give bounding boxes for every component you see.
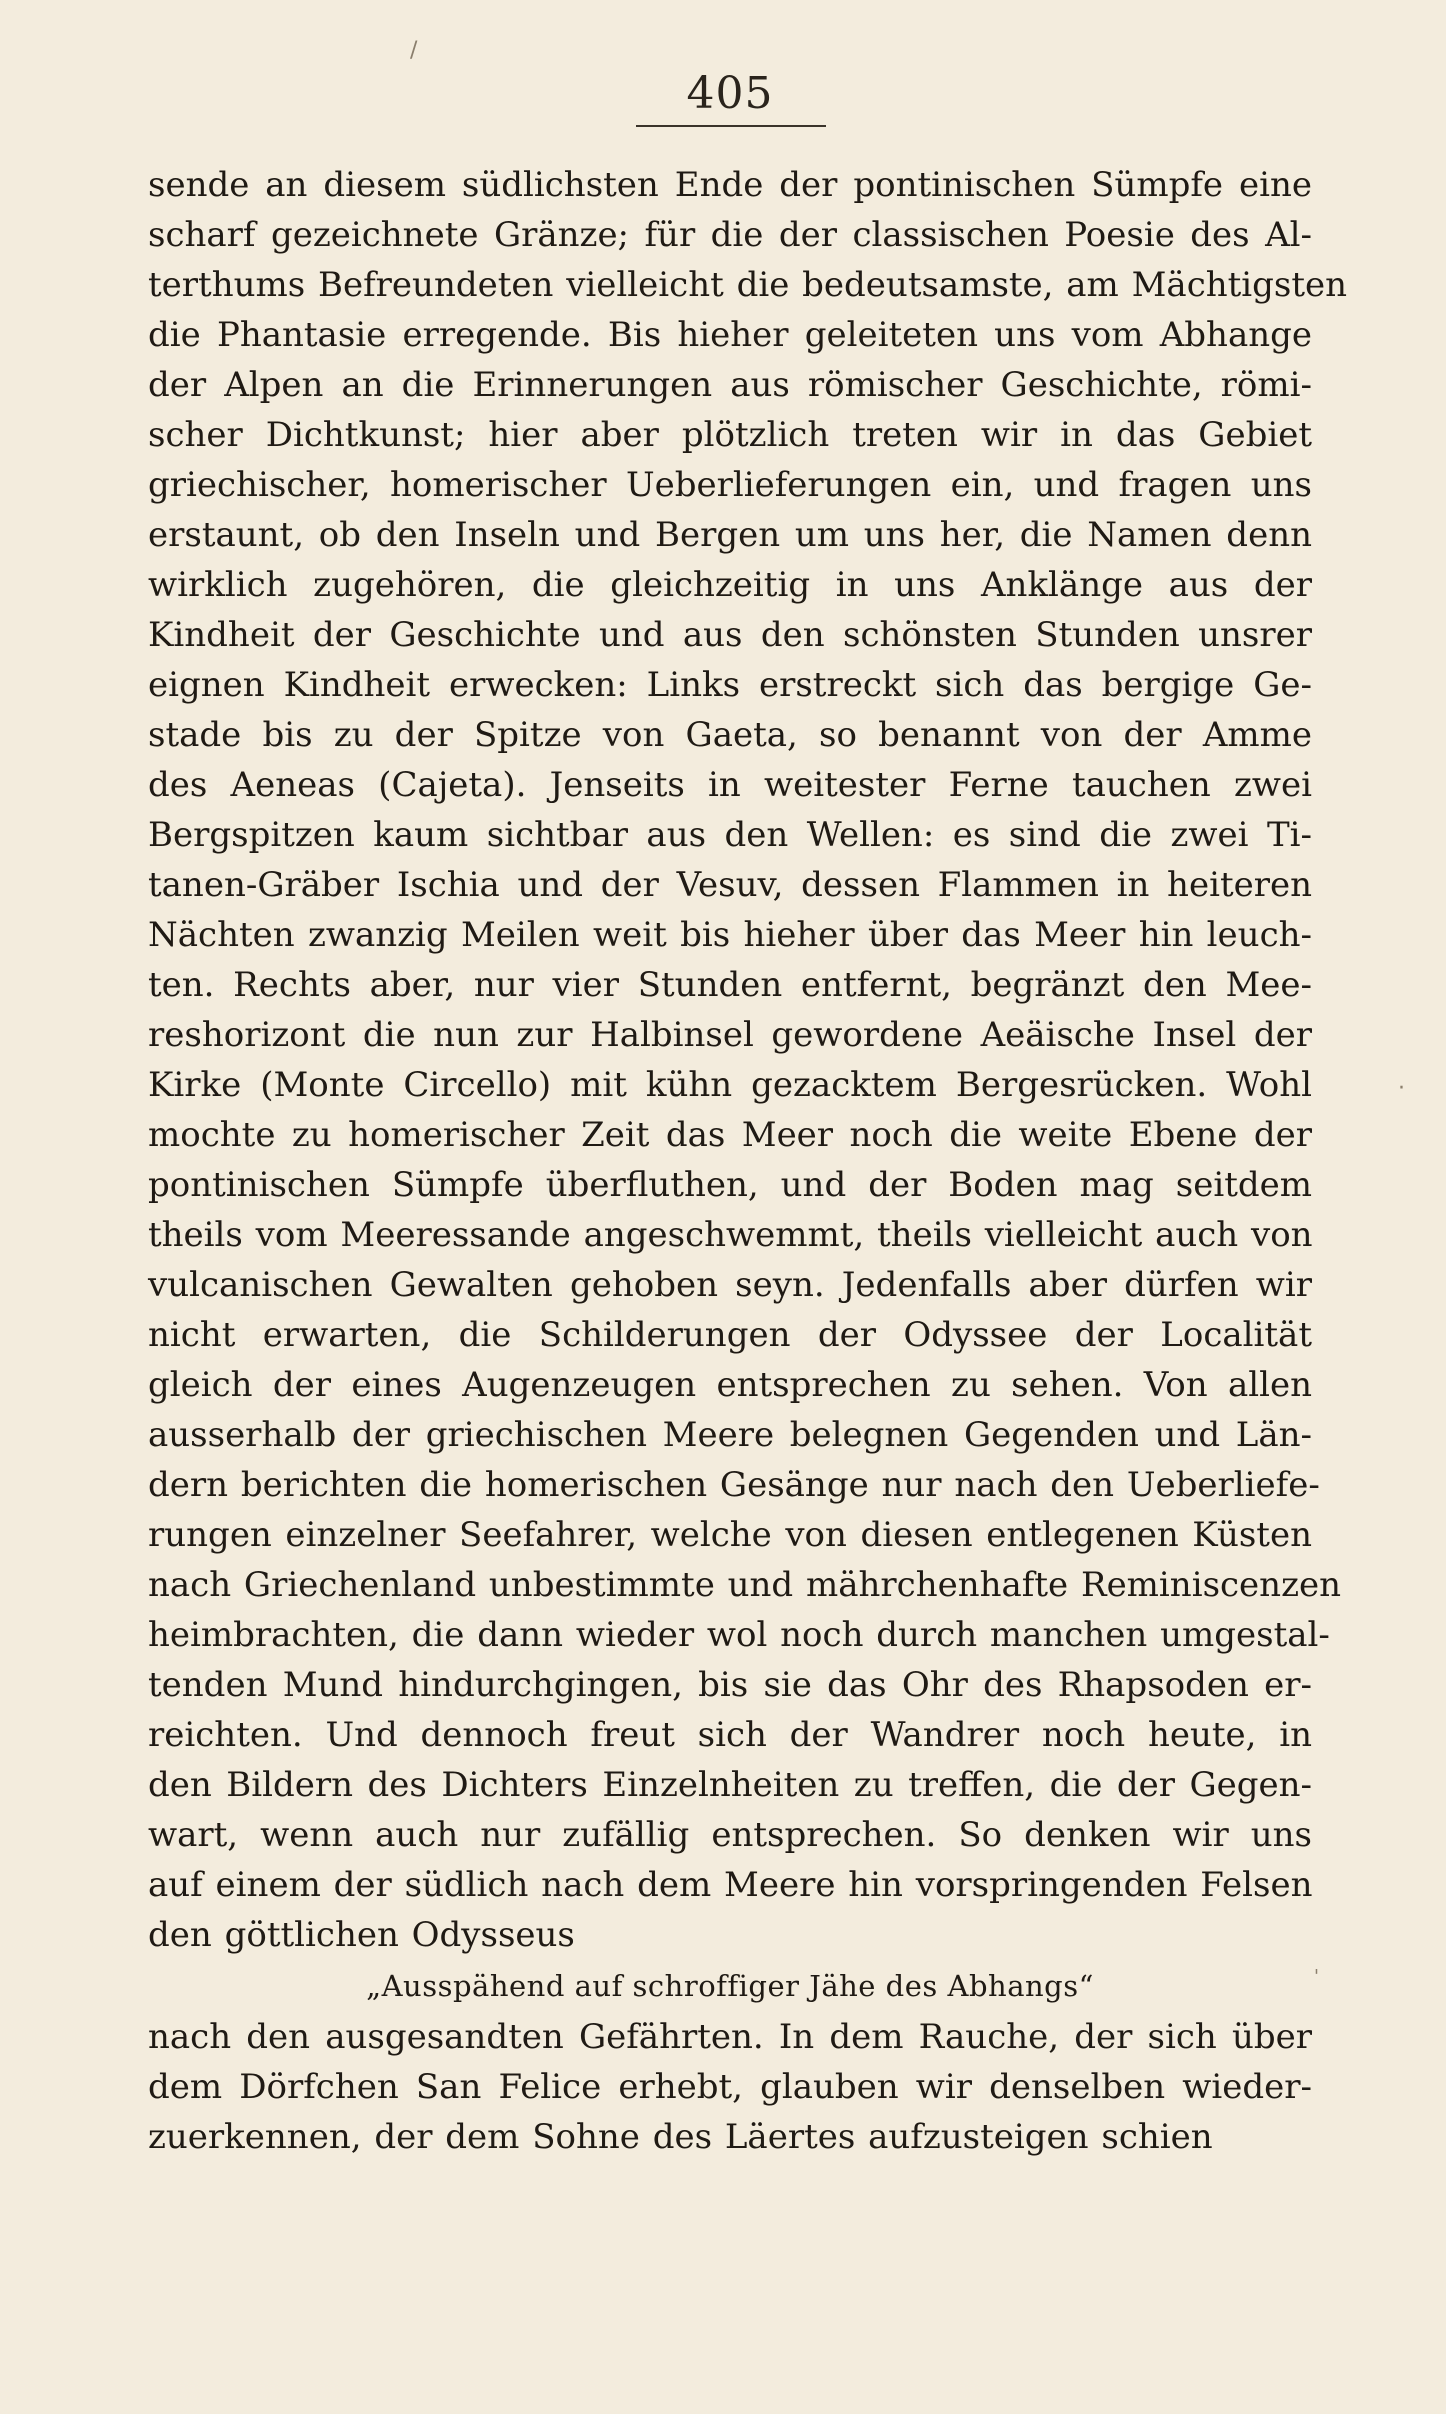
text-line: scharf gezeichnete Gränze; für die der classischen Poesie des Al- [148, 215, 1312, 255]
text-line: Nächten zwanzig Meilen weit bis hieher über das Meer hin leuch- [148, 915, 1312, 955]
body-text [148, 160, 1348, 2162]
text-line: mochte zu homerischer Zeit das Meer noch die weite Ebene der [148, 1115, 1312, 1155]
text-line: wirklich zugehören, die gleichzeitig in uns Anklänge aus der [148, 565, 1312, 605]
text-line: nach den ausgesandten Gefährten. In dem Rauche, der sich über [148, 2017, 1312, 2057]
text-line: vulcanischen Gewalten gehoben seyn. Jedenfalls aber dürfen wir [148, 1265, 1312, 1305]
text-line: terthums Befreundeten vielleicht die bedeutsamste, am Mächtigsten [148, 265, 1348, 305]
text-line: theils vom Meeressande angeschwemmt, theils vielleicht auch von [148, 1215, 1313, 1255]
text-line: scher Dichtkunst; hier aber plötzlich treten wir in das Gebiet [148, 415, 1312, 455]
page-number: 405 [686, 68, 774, 119]
text-line: Kindheit der Geschichte und aus den schönsten Stunden unsrer [148, 615, 1312, 655]
text-line: nicht erwarten, die Schilderungen der Odyssee der Localität [148, 1315, 1312, 1355]
text-line: pontinischen Sümpfe überfluthen, und der Boden mag seitdem [148, 1165, 1312, 1205]
margin-mark: ' [1314, 1966, 1319, 1987]
text-line: nach Griechenland unbestimmte und mährchenhafte Reminiscenzen [148, 1565, 1342, 1605]
text-line: die Phantasie erregende. Bis hieher geleiteten uns vom Abhange [148, 315, 1312, 355]
text-line: Kirke (Monte Circello) mit kühn gezacktem Bergesrücken. Wohl [148, 1065, 1312, 1105]
text-line: den Bildern des Dichters Einzelnheiten zu treffen, die der Gegen- [148, 1765, 1312, 1805]
text-line: dern berichten die homerischen Gesänge nur nach den Ueberliefe- [148, 1465, 1320, 1505]
text-line: Bergspitzen kaum sichtbar aus den Wellen: es sind die zwei Ti- [148, 815, 1312, 855]
text-line: ten. Rechts aber, nur vier Stunden entfernt, begränzt den Mee- [148, 965, 1312, 1005]
text-line: reichten. Und dennoch freut sich der Wandrer noch heute, in [148, 1715, 1312, 1755]
text-line: zuerkennen, der dem Sohne des Läertes aufzusteigen schien [148, 2117, 1213, 2157]
text-line: stade bis zu der Spitze von Gaeta, so benannt von der Amme [148, 715, 1312, 755]
text-line: tanen-Gräber Ischia und der Vesuv, dessen Flammen in heiteren [148, 865, 1312, 905]
text-line: eignen Kindheit erwecken: Links erstreckt sich das bergige Ge- [148, 665, 1312, 705]
text-line: tenden Mund hindurchgingen, bis sie das Ohr des Rhapsoden er- [148, 1665, 1312, 1705]
paragraph-before-quote [148, 160, 1348, 1960]
margin-mark: · [1398, 1076, 1405, 1101]
text-line: reshorizont die nun zur Halbinsel gewordene Aeäische Insel der [148, 1015, 1312, 1055]
text-line: erstaunt, ob den Inseln und Bergen um uns her, die Namen denn [148, 515, 1312, 555]
paragraph-after-quote [148, 2012, 1312, 2162]
text-line: sende an diesem südlichsten Ende der pontinischen Sümpfe eine [148, 165, 1312, 205]
verse-quote: „Ausspähend auf schroffiger Jähe des Abhangs“ [366, 1969, 1094, 2003]
text-line: ausserhalb der griechischen Meere belegnen Gegenden und Län- [148, 1415, 1312, 1455]
text-line: rungen einzelner Seefahrer, welche von diesen entlegenen Küsten [148, 1515, 1312, 1555]
text-line: dem Dörfchen San Felice erhebt, glauben wir denselben wieder- [148, 2067, 1312, 2107]
text-line: den göttlichen Odysseus [148, 1915, 575, 1955]
text-line: der Alpen an die Erinnerungen aus römischer Geschichte, römi- [148, 365, 1312, 405]
text-line: gleich der eines Augenzeugen entsprechen zu sehen. Von allen [148, 1365, 1312, 1405]
text-line: auf einem der südlich nach dem Meere hin vorspringenden Felsen [148, 1865, 1313, 1905]
margin-mark: / [410, 38, 418, 63]
page-number-rule [636, 125, 826, 127]
text-line: heimbrachten, die dann wieder wol noch durch manchen umgestal- [148, 1615, 1330, 1655]
text-line: wart, wenn auch nur zufällig entsprechen. So denken wir uns [148, 1815, 1312, 1855]
text-line: des Aeneas (Cajeta). Jenseits in weitester Ferne tauchen zwei [148, 765, 1312, 805]
text-line: griechischer, homerischer Ueberlieferungen ein, und fragen uns [148, 465, 1312, 505]
